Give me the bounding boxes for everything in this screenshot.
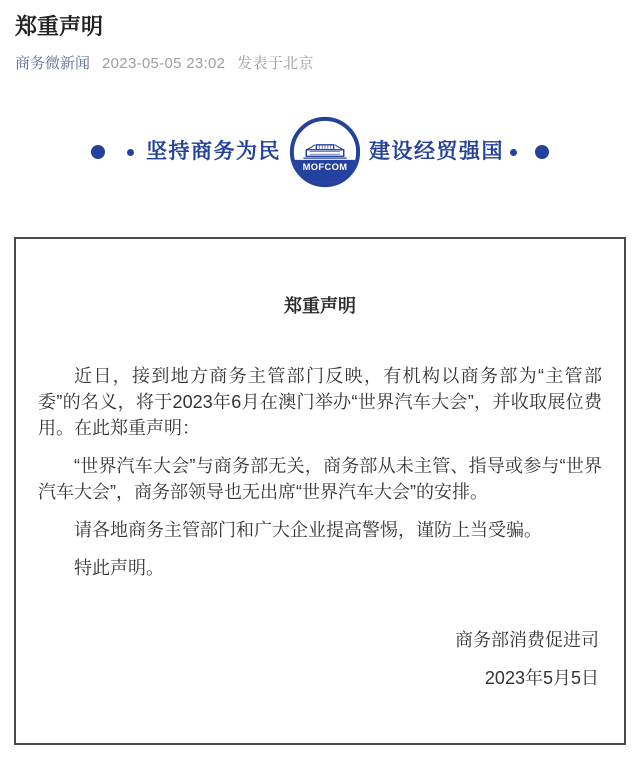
dot-small-icon: [510, 149, 517, 156]
publish-timestamp: 2023-05-05 23:02: [102, 55, 226, 72]
dot-large-icon: [535, 145, 549, 159]
statement-paragraph-2: “世界汽车大会”与商务部无关，商务部从未主管、指导或参与“世界汽车大会”，商务部领导也无出席“世界汽车大会”的安排。: [38, 456, 602, 502]
statement-paragraph-4: 特此声明。: [74, 558, 164, 578]
dot-small-icon: [127, 149, 134, 156]
page-title: 郑重声明: [15, 14, 104, 39]
statement-document: [14, 237, 626, 745]
publish-location: 发表于北京: [237, 55, 314, 72]
byline: [15, 54, 624, 74]
mofcom-logo-icon: [289, 116, 361, 188]
statement-paragraph-1: 近日，接到地方商务主管部门反映，有机构以商务部为“主管部委”的名义，将于2023年6月在澳门举办“世界汽车大会”，并收取展位费用。在此郑重声明：: [38, 366, 602, 438]
statement-date: 2023年5月5日: [484, 668, 599, 688]
slogan-right: 建设经贸强国: [369, 140, 504, 163]
mofcom-slogan-banner: [0, 114, 640, 190]
slogan-left: 坚持商务为民: [146, 140, 281, 163]
account-name-link[interactable]: 商务微新闻: [15, 55, 91, 72]
mofcom-logo-label: MOFCOM: [302, 162, 348, 172]
statement-heading: 郑重声明: [284, 296, 356, 316]
dot-large-icon: [91, 145, 105, 159]
statement-paragraph-3: 请各地商务主管部门和广大企业提高警惕，谨防上当受骗。: [74, 520, 542, 540]
statement-signature: 商务部消费促进司: [455, 630, 599, 650]
